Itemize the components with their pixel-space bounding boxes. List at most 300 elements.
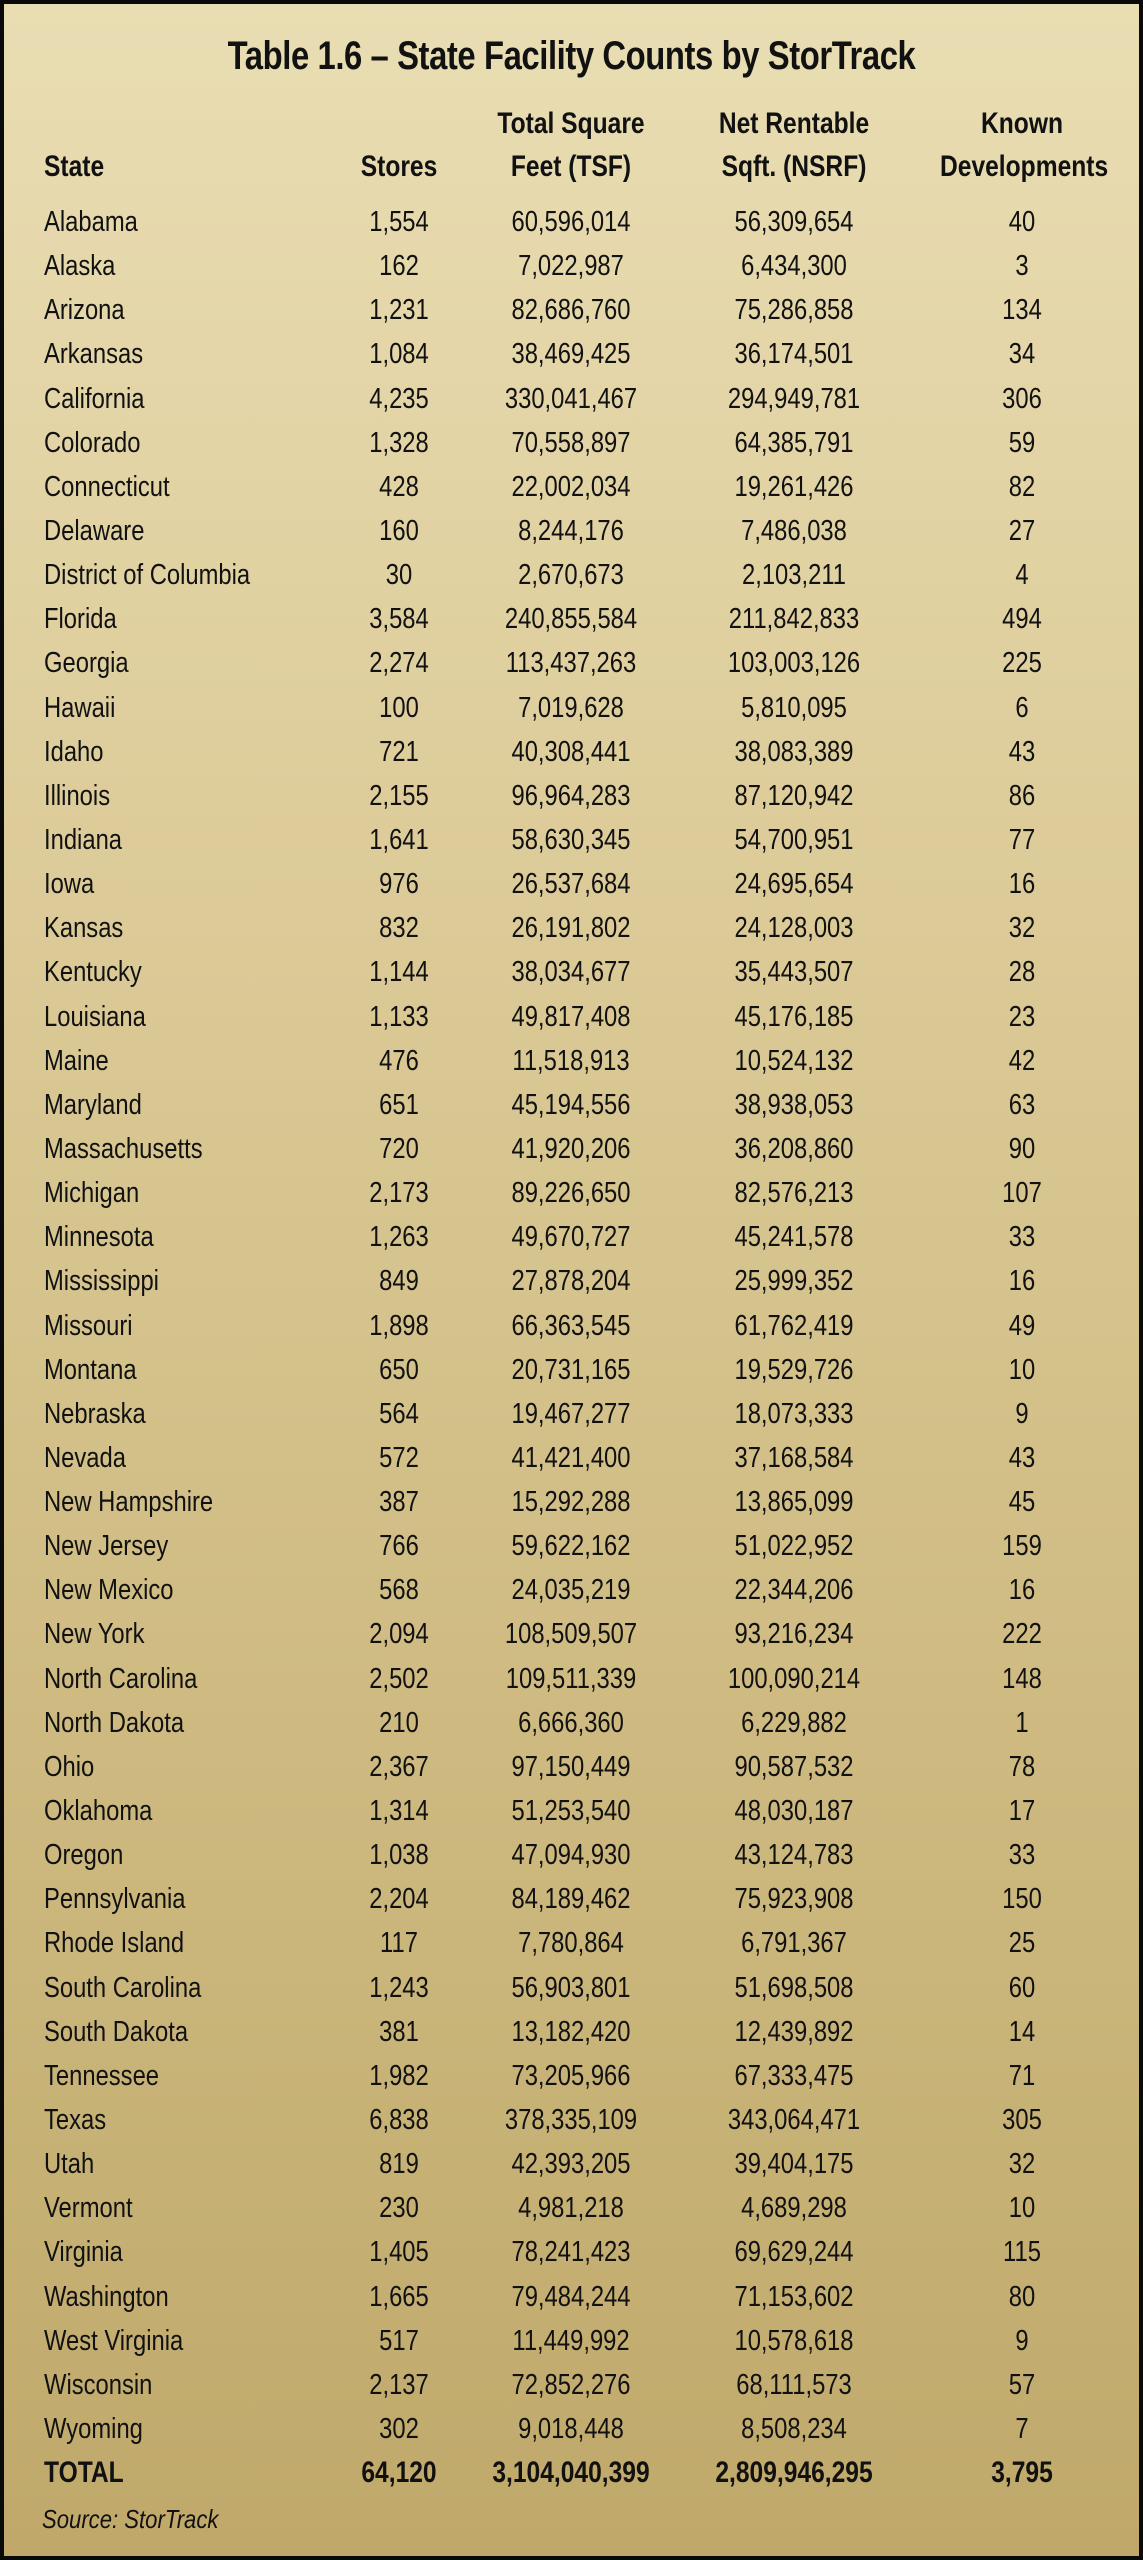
stores-cell: 2,155 [369,779,429,812]
stores-cell: 720 [379,1132,419,1165]
state-cell: South Dakota [44,2015,189,2048]
nsrf-cell: 10,524,132 [734,1044,854,1077]
nsrf-cell: 18,073,333 [734,1397,854,1430]
developments-cell: 71 [1008,2059,1036,2092]
tsf-cell: 49,670,727 [511,1221,631,1254]
header-nsrf-line2: Sqft. (NSRF) [721,150,867,183]
developments-cell: 7 [1015,2413,1029,2445]
tsf-cell: 26,537,684 [511,868,631,901]
stores-cell: 1,231 [369,294,429,327]
state-cell: West Virginia [44,2324,184,2357]
tsf-cell: 96,964,283 [511,779,631,812]
stores-cell: 3,584 [369,603,429,636]
developments-cell: 27 [1008,514,1036,547]
table-row [4,1083,1139,1127]
table-row [4,995,1139,1039]
developments-cell: 28 [1008,956,1036,989]
nsrf-cell: 45,176,185 [734,1000,854,1033]
state-cell: Georgia [44,647,129,680]
stores-cell: 1,084 [369,338,429,371]
developments-cell: 107 [1002,1177,1042,1210]
developments-cell: 6 [1015,691,1029,724]
tsf-cell: 78,241,423 [511,2236,631,2269]
state-cell: Arkansas [44,338,144,371]
state-cell: New York [44,1618,145,1651]
table-row [4,377,1139,421]
table-row [4,862,1139,906]
nsrf-cell: 24,695,654 [734,868,854,901]
developments-cell: 222 [1002,1618,1042,1651]
state-cell: Nebraska [44,1397,146,1430]
stores-cell: 2,502 [369,1662,429,1695]
header-row-top [4,104,1139,148]
table-row [4,200,1139,244]
header-stores: Stores [360,150,438,183]
nsrf-cell: 37,168,584 [734,1441,854,1474]
table-row [4,1127,1139,1171]
state-cell: Alaska [44,250,116,283]
tsf-cell: 378,335,109 [504,2104,638,2137]
stores-cell: 766 [379,1530,419,1563]
state-cell: Oregon [44,1839,124,1872]
total-stores: 64,120 [361,2456,437,2490]
nsrf-cell: 2,103,211 [741,559,847,592]
state-cell: Iowa [44,868,95,901]
state-cell: North Carolina [44,1662,198,1695]
developments-cell: 225 [1002,647,1042,680]
stores-cell: 6,838 [369,2104,429,2137]
stores-cell: 302 [379,2413,419,2445]
tsf-cell: 15,292,288 [511,1486,631,1519]
developments-cell: 9 [1015,2324,1029,2357]
tsf-cell: 73,205,966 [511,2059,631,2092]
source-note: Source: StorTrack [42,2504,219,2534]
developments-cell: 14 [1008,2015,1036,2048]
tsf-cell: 13,182,420 [511,2015,631,2048]
tsf-cell: 70,558,897 [511,426,631,459]
stores-cell: 819 [379,2148,419,2181]
total-tsf: 3,104,040,399 [492,2456,650,2490]
tsf-cell: 72,852,276 [511,2368,631,2401]
nsrf-cell: 71,153,602 [734,2280,854,2313]
table-row [4,1745,1139,1789]
developments-cell: 34 [1008,338,1036,371]
state-cell: Arizona [44,294,125,327]
tsf-cell: 108,509,507 [504,1618,638,1651]
nsrf-cell: 6,229,882 [741,1706,847,1739]
table-row [4,1480,1139,1524]
developments-cell: 115 [1003,2236,1041,2269]
developments-cell: 40 [1008,206,1036,238]
table-row [4,597,1139,641]
state-cell: North Dakota [44,1706,185,1739]
developments-cell: 9 [1015,1397,1029,1430]
tsf-cell: 42,393,205 [511,2148,631,2181]
nsrf-cell: 82,576,213 [734,1177,854,1210]
tsf-cell: 26,191,802 [511,912,631,945]
stores-cell: 387 [379,1486,419,1519]
nsrf-cell: 4,689,298 [741,2192,847,2225]
state-cell: Kentucky [44,956,142,989]
stores-cell: 1,133 [369,1000,429,1033]
nsrf-cell: 38,083,389 [734,735,854,768]
tsf-cell: 59,622,162 [511,1530,631,1563]
developments-cell: 10 [1008,1353,1036,1386]
stores-cell: 1,554 [369,206,429,238]
tsf-cell: 19,467,277 [511,1397,631,1430]
table-row [4,2275,1139,2319]
tsf-cell: 51,253,540 [511,1795,631,1828]
tsf-cell: 41,421,400 [511,1441,631,1474]
state-cell: Oklahoma [44,1795,153,1828]
state-cell: Florida [44,603,117,636]
nsrf-cell: 75,286,858 [734,294,854,327]
tsf-cell: 9,018,448 [518,2413,624,2445]
total-developments: 3,795 [991,2456,1053,2490]
tsf-cell: 40,308,441 [511,735,631,768]
state-cell: Tennessee [44,2059,160,2092]
developments-cell: 16 [1008,868,1036,901]
developments-cell: 90 [1008,1132,1036,1165]
developments-cell: 33 [1008,1839,1036,1872]
table-row [4,421,1139,465]
tsf-cell: 38,469,425 [511,338,631,371]
nsrf-cell: 6,434,300 [741,250,847,283]
tsf-cell: 4,981,218 [518,2192,624,2225]
developments-cell: 45 [1008,1486,1036,1519]
tsf-cell: 45,194,556 [511,1088,631,1121]
stores-cell: 721 [379,735,419,768]
stores-cell: 572 [379,1441,419,1474]
state-cell: Washington [44,2280,169,2313]
nsrf-cell: 24,128,003 [734,912,854,945]
developments-cell: 49 [1008,1309,1036,1342]
stores-cell: 476 [379,1044,419,1077]
tsf-cell: 7,019,628 [518,691,624,724]
nsrf-cell: 103,003,126 [727,647,861,680]
tsf-cell: 113,437,263 [505,647,637,680]
header-tsf-line1: Total Square [497,107,645,140]
table-row [4,2186,1139,2230]
tsf-cell: 49,817,408 [511,1000,631,1033]
tsf-cell: 109,511,339 [505,1662,637,1695]
developments-cell: 17 [1008,1795,1036,1828]
nsrf-cell: 51,022,952 [734,1530,854,1563]
stores-cell: 1,314 [369,1795,429,1828]
nsrf-cell: 35,443,507 [734,956,854,989]
total-nsrf: 2,809,946,295 [715,2456,873,2490]
table-row [4,818,1139,862]
nsrf-cell: 13,865,099 [734,1486,854,1519]
stores-cell: 4,235 [369,382,429,415]
stores-cell: 849 [379,1265,419,1298]
stores-cell: 117 [380,1927,418,1960]
state-cell: Connecticut [44,470,170,503]
stores-cell: 1,405 [369,2236,429,2269]
stores-cell: 651 [379,1088,419,1121]
state-cell: California [44,382,145,415]
table-row [4,1171,1139,1215]
developments-cell: 77 [1008,823,1036,856]
developments-cell: 3 [1015,250,1029,283]
state-cell: Kansas [44,912,124,945]
state-cell: Nevada [44,1441,126,1474]
tsf-cell: 56,903,801 [511,1971,631,2004]
developments-cell: 150 [1002,1883,1042,1916]
table-row [4,465,1139,509]
table-row [4,1259,1139,1303]
table-row [4,2319,1139,2363]
nsrf-cell: 87,120,942 [734,779,854,812]
table-row [4,288,1139,332]
table-row [4,2054,1139,2098]
state-cell: Minnesota [44,1221,154,1254]
nsrf-cell: 10,578,618 [734,2324,854,2357]
developments-cell: 16 [1008,1574,1036,1607]
tsf-cell: 11,449,992 [512,2324,630,2357]
developments-cell: 494 [1002,603,1042,636]
developments-cell: 33 [1008,1221,1036,1254]
stores-cell: 2,204 [369,1883,429,1916]
nsrf-cell: 93,216,234 [734,1618,854,1651]
stores-cell: 1,144 [369,956,429,989]
developments-cell: 43 [1008,735,1036,768]
stores-cell: 100 [379,691,419,724]
state-cell: Michigan [44,1177,140,1210]
tsf-cell: 79,484,244 [511,2280,631,2313]
table-row [4,686,1139,730]
state-cell: Louisiana [44,1000,146,1033]
stores-cell: 1,263 [369,1221,429,1254]
stores-cell: 160 [379,514,419,547]
nsrf-cell: 38,938,053 [734,1088,854,1121]
developments-cell: 148 [1002,1662,1042,1695]
nsrf-cell: 19,529,726 [734,1353,854,1386]
table-row [4,1657,1139,1701]
nsrf-cell: 69,629,244 [734,2236,854,2269]
state-cell: Vermont [44,2192,133,2225]
nsrf-cell: 294,949,781 [727,382,861,415]
state-cell: New Hampshire [44,1486,214,1519]
state-cell: Maryland [44,1088,142,1121]
developments-cell: 42 [1008,1044,1036,1077]
nsrf-cell: 5,810,095 [741,691,847,724]
developments-cell: 63 [1008,1088,1036,1121]
nsrf-cell: 343,064,471 [727,2104,861,2137]
header-state: State [44,150,105,183]
table-row [4,1215,1139,1259]
table-row [4,730,1139,774]
tsf-cell: 60,596,014 [511,206,631,238]
tsf-cell: 27,878,204 [511,1265,631,1298]
table-row [4,1612,1139,1656]
tsf-cell: 66,363,545 [511,1309,631,1342]
developments-cell: 57 [1008,2368,1036,2401]
table-row [4,1568,1139,1612]
table-row [4,1392,1139,1436]
state-cell: Pennsylvania [44,1883,186,1916]
table-row [4,1921,1139,1965]
nsrf-cell: 36,208,860 [734,1132,854,1165]
state-cell: Wisconsin [44,2368,153,2401]
tsf-cell: 24,035,219 [511,1574,631,1607]
developments-cell: 306 [1002,382,1042,415]
nsrf-cell: 100,090,214 [727,1662,861,1695]
developments-cell: 86 [1008,779,1036,812]
table-row [4,774,1139,818]
header-row-bottom [4,147,1139,191]
nsrf-cell: 211,842,833 [728,603,860,636]
stores-cell: 162 [379,250,419,283]
stores-cell: 1,898 [369,1309,429,1342]
nsrf-cell: 54,700,951 [734,823,854,856]
tsf-cell: 330,041,467 [504,382,638,415]
table-row [4,1436,1139,1480]
table-row [4,2407,1139,2451]
nsrf-cell: 64,385,791 [734,426,854,459]
developments-cell: 10 [1008,2192,1036,2225]
tsf-cell: 22,002,034 [511,470,631,503]
nsrf-cell: 39,404,175 [734,2148,854,2181]
table-row [4,1348,1139,1392]
developments-cell: 16 [1008,1265,1036,1298]
nsrf-cell: 12,439,892 [734,2015,854,2048]
developments-cell: 82 [1008,470,1036,503]
table-row [4,1789,1139,1833]
nsrf-cell: 68,111,573 [736,2368,852,2401]
state-cell: New Mexico [44,1574,174,1607]
nsrf-cell: 7,486,038 [741,514,847,547]
nsrf-cell: 36,174,501 [734,338,854,371]
table-row [4,2230,1139,2274]
tsf-cell: 82,686,760 [511,294,631,327]
stores-cell: 2,173 [369,1177,429,1210]
stores-cell: 1,665 [369,2280,429,2313]
table-row [4,1877,1139,1921]
nsrf-cell: 22,344,206 [734,1574,854,1607]
nsrf-cell: 90,587,532 [734,1750,854,1783]
state-cell: Texas [44,2104,107,2137]
header-tsf-line2: Feet (TSF) [510,150,632,183]
nsrf-cell: 67,333,475 [734,2059,854,2092]
table-row [4,906,1139,950]
stores-cell: 2,137 [369,2368,429,2401]
state-cell: Alabama [44,206,138,238]
table-row [4,509,1139,553]
state-cell: Utah [44,2148,95,2181]
header-nsrf-line1: Net Rentable [718,107,870,140]
state-cell: Hawaii [44,691,116,724]
stores-cell: 568 [379,1574,419,1607]
state-cell: Rhode Island [44,1927,185,1960]
developments-cell: 78 [1008,1750,1036,1783]
state-cell: Ohio [44,1750,95,1783]
header-dev-line1: Known [981,107,1063,140]
state-cell: New Jersey [44,1530,169,1563]
nsrf-cell: 6,791,367 [741,1927,847,1960]
stores-cell: 1,982 [369,2059,429,2092]
total-label: TOTAL [44,2456,124,2490]
state-cell: Montana [44,1353,137,1386]
developments-cell: 25 [1008,1927,1036,1960]
header-dev-line2: Developments [940,150,1109,183]
stores-cell: 381 [379,2015,419,2048]
state-cell: Indiana [44,823,123,856]
table-row [4,2010,1139,2054]
developments-cell: 43 [1008,1441,1036,1474]
table-row [4,641,1139,685]
state-cell: Maine [44,1044,109,1077]
tsf-cell: 20,731,165 [511,1353,631,1386]
table-row [4,2142,1139,2186]
tsf-cell: 89,226,650 [511,1177,631,1210]
stores-cell: 976 [379,868,419,901]
nsrf-cell: 48,030,187 [734,1795,854,1828]
table-row [4,1304,1139,1348]
developments-cell: 60 [1008,1971,1036,2004]
tsf-cell: 11,518,913 [512,1044,630,1077]
stores-cell: 210 [379,1706,419,1739]
table-row [4,1039,1139,1083]
state-cell: Missouri [44,1309,133,1342]
developments-cell: 32 [1008,912,1036,945]
stores-cell: 230 [379,2192,419,2225]
stores-cell: 564 [379,1397,419,1430]
table-row [4,2098,1139,2142]
developments-cell: 32 [1008,2148,1036,2181]
nsrf-cell: 56,309,654 [734,206,854,238]
stores-cell: 650 [379,1353,419,1386]
nsrf-cell: 61,762,419 [734,1309,854,1342]
table-row [4,1833,1139,1877]
tsf-cell: 7,780,864 [518,1927,624,1960]
developments-cell: 159 [1002,1530,1042,1563]
table-row [4,950,1139,994]
developments-cell: 23 [1008,1000,1036,1033]
stores-cell: 1,243 [369,1971,429,2004]
tsf-cell: 6,666,360 [518,1706,624,1739]
stores-cell: 428 [379,470,419,503]
tsf-cell: 7,022,987 [518,250,624,283]
tsf-cell: 47,094,930 [511,1839,631,1872]
nsrf-cell: 19,261,426 [734,470,854,503]
nsrf-cell: 45,241,578 [734,1221,854,1254]
stores-cell: 2,274 [369,647,429,680]
nsrf-cell: 51,698,508 [734,1971,854,2004]
table-row [4,553,1139,597]
developments-cell: 1 [1015,1706,1029,1739]
state-cell: Virginia [44,2236,123,2269]
stores-cell: 2,367 [369,1750,429,1783]
stores-cell: 517 [379,2324,419,2357]
table-row [4,1701,1139,1745]
state-cell: Mississippi [44,1265,159,1298]
developments-cell: 305 [1002,2104,1042,2137]
state-cell: District of Columbia [44,559,251,592]
stores-cell: 1,038 [369,1839,429,1872]
table-row [4,1524,1139,1568]
tsf-cell: 38,034,677 [511,956,631,989]
stores-cell: 30 [385,559,413,592]
tsf-cell: 58,630,345 [511,823,631,856]
table-row [4,1966,1139,2010]
developments-cell: 59 [1008,426,1036,459]
state-cell: Delaware [44,514,145,547]
state-cell: Colorado [44,426,141,459]
tsf-cell: 8,244,176 [518,514,624,547]
stores-cell: 2,094 [369,1618,429,1651]
stores-cell: 1,641 [369,823,429,856]
